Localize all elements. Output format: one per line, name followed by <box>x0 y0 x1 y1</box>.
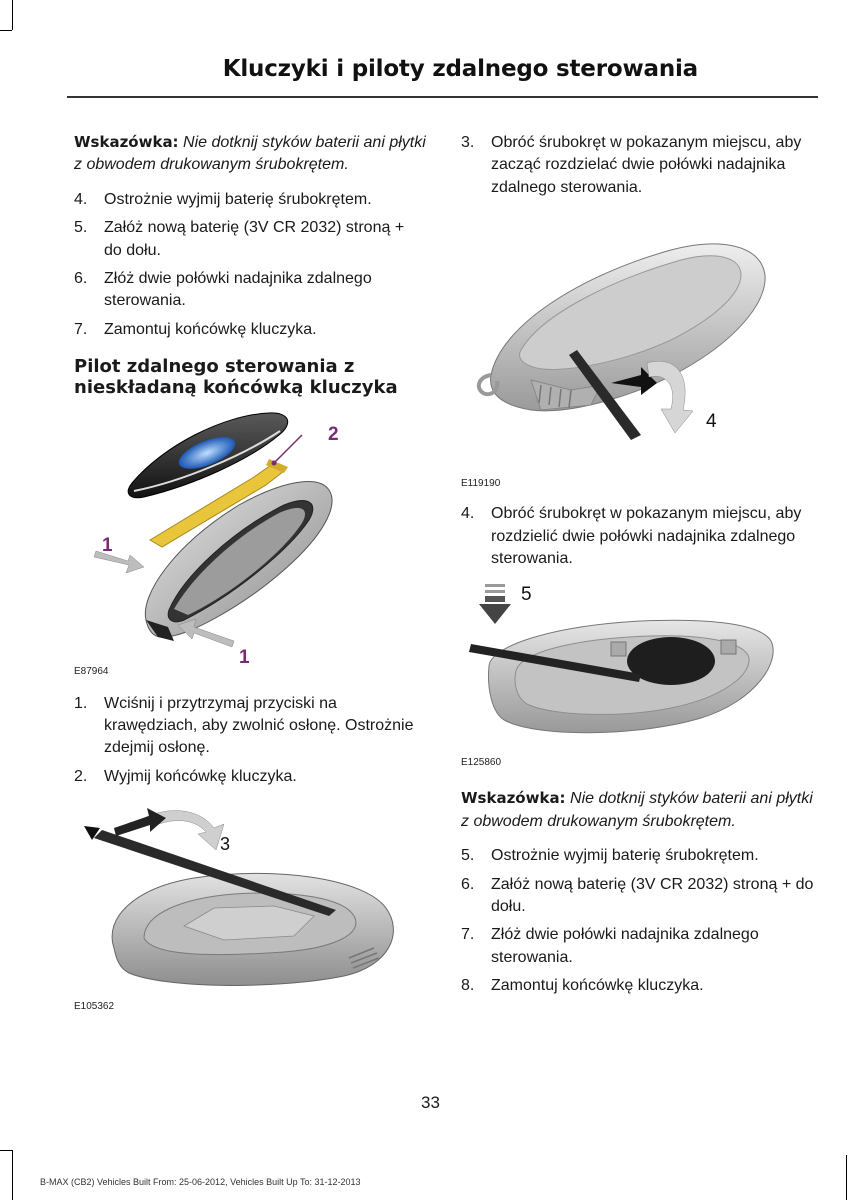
step-text: Zamontuj końcówkę kluczyka. <box>104 320 317 338</box>
step-number: 8. <box>461 977 475 995</box>
figure-code: E105362 <box>74 1001 115 1013</box>
right-column <box>461 132 817 1003</box>
step-text: Obróć śrubokręt w pokazanym miejscu, aby rozdzielić dwie połówki nadajnika zdalnego sterowania. <box>491 505 802 567</box>
footer-text: B-MAX (CB2) Vehicles Built From: 25-06-2012, Vehicles Built Up To: 31-12-2013 <box>40 1177 361 1187</box>
step <box>461 503 817 570</box>
figure-screwdriver-base <box>74 798 426 1014</box>
step-text: Wciśnij i przytrzymaj przyciski na krawędziach, aby zwolnić osłonę. Ostrożnie zdejmij osłonę. <box>104 694 414 757</box>
callout-4: 4 <box>706 411 717 433</box>
step-text: Złóż dwie połówki nadajnika zdalnego sterowania. <box>104 269 372 310</box>
step <box>74 268 426 313</box>
step-number: 6. <box>74 269 88 287</box>
step-number: 5. <box>74 219 88 237</box>
step-text: Ostrożnie wyjmij baterię śrubokrętem. <box>104 190 372 208</box>
step-text: Obróć śrubokręt w pokazanym miejscu, aby zacząć rozdzielać dwie połówki nadajnika zdalnego sterowania. <box>491 134 802 196</box>
step <box>74 217 426 262</box>
step <box>461 132 817 199</box>
crop-mark <box>0 30 12 31</box>
step-text: Załóż nową baterię (3V CR 2032) stroną + do dołu. <box>104 219 405 259</box>
note-text: Nie dotknij styków baterii ani płytki z obwodem drukowanym śrubokrętem. <box>461 790 813 830</box>
remote-exploded-illustration <box>74 405 424 663</box>
step <box>74 766 426 788</box>
note-label: Wskazówka: <box>461 789 566 808</box>
step-number: 4. <box>74 190 88 208</box>
screwdriver-base-illustration <box>74 798 424 998</box>
step <box>461 975 817 997</box>
step-number: 7. <box>74 320 88 338</box>
crop-mark <box>0 1150 12 1151</box>
figure-screwdriver-rotate <box>461 205 817 491</box>
callout-1: 1 <box>239 646 250 663</box>
figure-remote-exploded <box>74 405 426 679</box>
page-title: Kluczyki i piloty zdalnego sterowania <box>222 56 698 82</box>
note-label: Wskazówka: <box>74 133 179 151</box>
crop-mark <box>846 1155 847 1200</box>
step <box>74 693 426 760</box>
screwdriver-rotate-illustration <box>461 205 811 475</box>
step-number: 6. <box>461 875 475 893</box>
step-number: 2. <box>74 767 88 785</box>
figure-code: E87964 <box>74 665 109 677</box>
battery-removal-illustration <box>461 576 811 754</box>
crop-mark <box>12 1150 13 1200</box>
step-number: 3. <box>461 134 475 151</box>
page-number: 33 <box>421 1093 440 1112</box>
step-number: 4. <box>461 505 475 523</box>
step <box>74 319 426 341</box>
step <box>461 874 817 919</box>
step-number: 1. <box>74 694 88 712</box>
step-text: Załóż nową baterię (3V CR 2032) stroną + do dołu. <box>491 875 814 915</box>
step-text: Zamontuj końcówkę kluczyka. <box>491 977 704 995</box>
crop-mark <box>12 0 13 30</box>
step-text: Złóż dwie połówki nadajnika zdalnego sterowania. <box>491 926 759 966</box>
left-column <box>74 132 426 1014</box>
figure-battery-removal <box>461 576 817 770</box>
figure-code: E119190 <box>461 478 501 490</box>
step-number: 7. <box>461 926 475 944</box>
step-number: 5. <box>461 847 475 865</box>
callout-5: 5 <box>521 584 532 606</box>
step-text: Ostrożnie wyjmij baterię śrubokrętem. <box>491 847 759 865</box>
step <box>461 845 817 867</box>
callout-2: 2 <box>328 423 339 445</box>
step-text: Wyjmij końcówkę kluczyka. <box>104 767 297 785</box>
callout-3: 3 <box>220 834 231 855</box>
note-text: Nie dotknij styków baterii ani płytki z obwodem drukowanym śrubokrętem. <box>74 134 426 174</box>
note <box>74 132 426 177</box>
step <box>74 189 426 211</box>
title-rule <box>67 96 818 98</box>
step <box>461 924 817 969</box>
section-heading: Pilot zdalnego sterowania z nieskładaną końcówką kluczyka <box>74 356 398 398</box>
figure-code: E125860 <box>461 757 502 769</box>
note <box>461 788 817 833</box>
callout-1: 1 <box>102 534 113 556</box>
